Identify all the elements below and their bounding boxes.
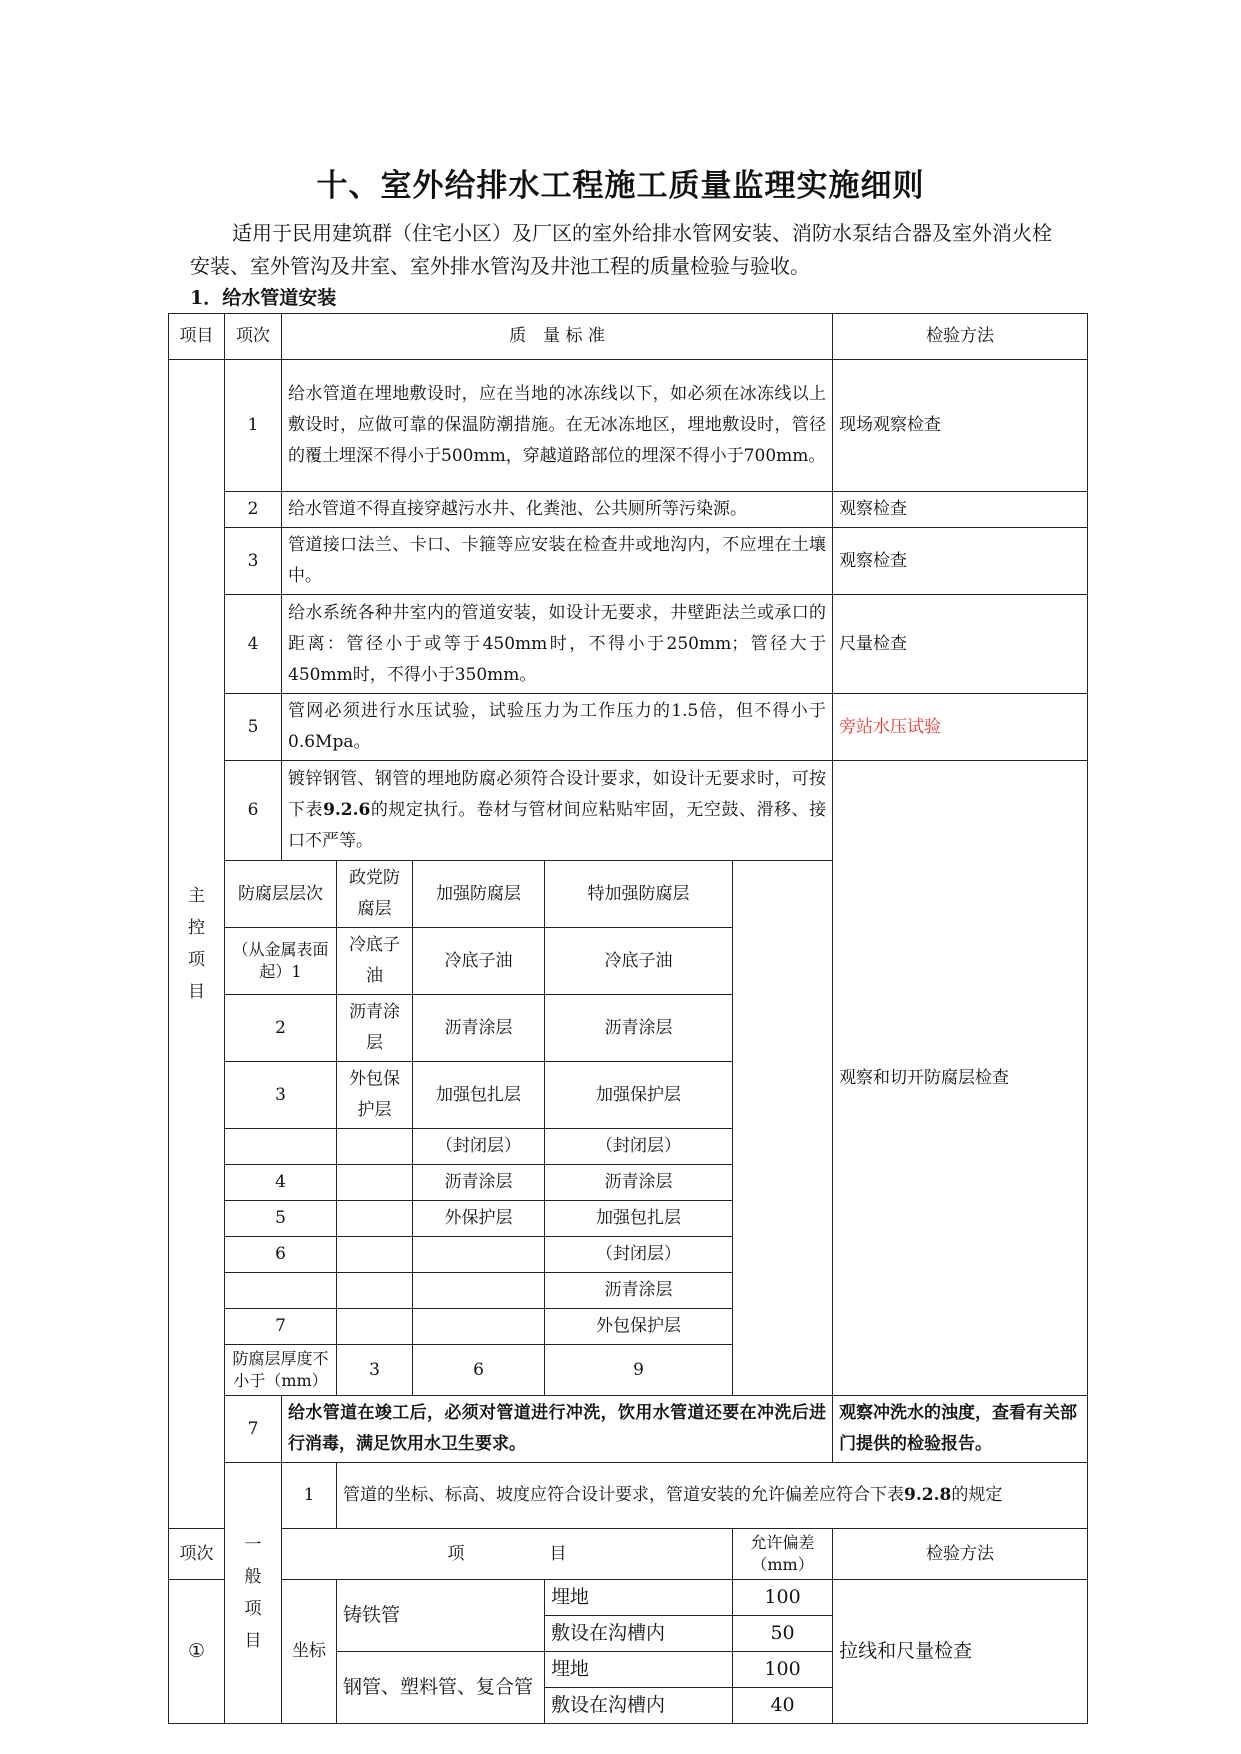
row-standard: 管道接口法兰、卡口、卡箍等应安装在检查井或地沟内，不应埋在土壤中。 xyxy=(282,528,833,595)
corrosion-cell: 7 xyxy=(225,1309,337,1345)
corrosion-cell: （封闭层） xyxy=(545,1129,733,1165)
row-no: 7 xyxy=(225,1396,282,1463)
section-heading: 1．给水管道安装 xyxy=(190,287,337,309)
corrosion-cell xyxy=(337,1129,413,1165)
thickness-value: 6 xyxy=(413,1345,545,1396)
row-method: 尺量检查 xyxy=(833,595,1088,694)
corrosion-cell: 外包保护层 xyxy=(545,1309,733,1345)
deviation-header-method: 检验方法 xyxy=(833,1529,1088,1580)
corrosion-cell: 沥青涂层 xyxy=(545,1165,733,1201)
row-method: 观察和切开防腐层检查 xyxy=(833,761,1088,1396)
deviation-header-item: 项 目 xyxy=(282,1529,733,1580)
tolerance-value: 100 xyxy=(733,1652,833,1688)
row-method: 旁站水压试验 xyxy=(833,694,1088,761)
laying-method: 敷设在沟槽内 xyxy=(545,1616,733,1652)
row-no: 1 xyxy=(225,360,282,492)
row-method: 观察检查 xyxy=(833,528,1088,595)
intro-text: 适用于民用建筑群（住宅小区）及厂区的室外给排水管网安装、消防水泵结合器及室外消火栓安装、室外管沟及井室、室外排水管沟及井池工程的质量检验与验收。 xyxy=(190,221,1052,278)
corrosion-cell xyxy=(337,1165,413,1201)
table-ref: 9.2.8 xyxy=(904,1485,952,1505)
corrosion-cell xyxy=(337,1309,413,1345)
table-row xyxy=(169,528,1088,595)
table-row xyxy=(169,595,1088,694)
row-no: 3 xyxy=(225,528,282,595)
corrosion-cell: 沥青涂层 xyxy=(337,995,413,1062)
corrosion-cell: 沥青涂层 xyxy=(413,1165,545,1201)
pipe-type: 铸铁管 xyxy=(337,1580,545,1652)
header-method: 检验方法 xyxy=(833,314,1088,360)
corrosion-cell xyxy=(337,1237,413,1273)
table-row xyxy=(169,761,1088,861)
table-row xyxy=(169,1463,1088,1529)
laying-method: 敷设在沟槽内 xyxy=(545,1688,733,1724)
row-no: 4 xyxy=(225,595,282,694)
header-item: 项目 xyxy=(169,314,225,360)
row-method: 现场观察检查 xyxy=(833,360,1088,492)
tolerance-value: 100 xyxy=(733,1580,833,1616)
laying-method: 埋地 xyxy=(545,1580,733,1616)
corrosion-cell: 3 xyxy=(225,1062,337,1129)
tolerance-value: 50 xyxy=(733,1616,833,1652)
table-row xyxy=(169,694,1088,761)
general-group-label: 一 般 项 目 xyxy=(225,1463,282,1724)
quality-table xyxy=(168,313,1088,1724)
main-group-label: 主 控 项 目 xyxy=(169,360,225,1529)
deviation-method: 拉线和尺量检查 xyxy=(833,1580,1088,1724)
corrosion-cell: （封闭层） xyxy=(413,1129,545,1165)
corrosion-cell xyxy=(225,1273,337,1309)
deviation-item-no: ① xyxy=(169,1580,225,1724)
tolerance-value: 40 xyxy=(733,1688,833,1724)
header-standard: 质 量 标 准 xyxy=(282,314,833,360)
table-header-row xyxy=(169,314,1088,360)
row-standard: 给水系统各种井室内的管道安装，如设计无要求，井壁距法兰或承口的距离：管径小于或等于450mm时，不得小于250mm；管径大于450mm时，不得小于350mm。 xyxy=(282,595,833,694)
table-row xyxy=(169,1396,1088,1463)
corrosion-cell xyxy=(413,1237,545,1273)
thickness-label: 防腐层厚度不小于（mm） xyxy=(225,1345,337,1396)
corrosion-cell xyxy=(337,1273,413,1309)
row-standard: 给水管道在竣工后，必须对管道进行冲洗，饮用水管道还要在冲洗后进行消毒，满足饮用水卫生要求。 xyxy=(282,1396,833,1463)
page-title: 十、室外给排水工程施工质量监理实施细则 xyxy=(316,168,925,204)
corrosion-cell: 5 xyxy=(225,1201,337,1237)
deviation-row xyxy=(169,1580,1088,1616)
table-row xyxy=(169,360,1088,492)
row-no: 6 xyxy=(225,761,282,861)
row-standard: 管道的坐标、标高、坡度应符合设计要求，管道安装的允许偏差应符合下表9.2.8的规定 xyxy=(337,1463,1088,1529)
row-standard: 给水管道不得直接穿越污水井、化粪池、公共厕所等污染源。 xyxy=(282,492,833,528)
corrosion-cell: （封闭层） xyxy=(545,1237,733,1273)
corrosion-cell: 加强保护层 xyxy=(545,1062,733,1129)
corrosion-cell xyxy=(413,1273,545,1309)
corrosion-cell: 4 xyxy=(225,1165,337,1201)
corrosion-header: 政党防腐层 xyxy=(337,861,413,928)
intro-paragraph xyxy=(190,217,1070,283)
corrosion-cell xyxy=(413,1309,545,1345)
corrosion-cell: （从金属表面起）1 xyxy=(225,928,337,995)
corrosion-cell: 加强包扎层 xyxy=(545,1201,733,1237)
corrosion-cell: 沥青涂层 xyxy=(413,995,545,1062)
row-method: 观察检查 xyxy=(833,492,1088,528)
corrosion-header: 加强防腐层 xyxy=(413,861,545,928)
row-standard: 镀锌钢管、钢管的埋地防腐必须符合设计要求，如设计无要求时，可按下表9.2.6的规定执行。卷材与管材间应粘贴牢固，无空鼓、滑移、接口不严等。 xyxy=(282,761,833,861)
table-ref: 9.2.6 xyxy=(323,800,371,820)
corrosion-cell: 冷底子油 xyxy=(413,928,545,995)
corrosion-cell: 6 xyxy=(225,1237,337,1273)
deviation-header-row xyxy=(169,1529,1088,1580)
row-method: 观察冲洗水的浊度，查看有关部门提供的检验报告。 xyxy=(833,1396,1088,1463)
header-no: 项次 xyxy=(225,314,282,360)
row-standard: 给水管道在埋地敷设时，应在当地的冰冻线以下，如必须在冰冻线以上敷设时，应做可靠的保温防潮措施。在无冰冻地区，埋地敷设时，管径的覆土埋深不得小于500mm，穿越道路部位的埋深不得小于700mm。 xyxy=(282,360,833,492)
corrosion-cell: 加强包扎层 xyxy=(413,1062,545,1129)
corrosion-header: 特加强防腐层 xyxy=(545,861,733,928)
corrosion-header: 防腐层层次 xyxy=(225,861,337,928)
row-no: 5 xyxy=(225,694,282,761)
pipe-type: 钢管、塑料管、复合管 xyxy=(337,1652,545,1724)
deviation-header-tolerance: 允许偏差（mm） xyxy=(733,1529,833,1580)
corrosion-cell: 冷底子油 xyxy=(337,928,413,995)
corrosion-cell: 外包保护层 xyxy=(337,1062,413,1129)
corrosion-cell xyxy=(225,1129,337,1165)
deviation-header-no: 项次 xyxy=(169,1529,225,1580)
corrosion-cell: 沥青涂层 xyxy=(545,1273,733,1309)
row-standard: 管网必须进行水压试验，试验压力为工作压力的1.5倍，但不得小于0.6Mpa。 xyxy=(282,694,833,761)
row-no: 2 xyxy=(225,492,282,528)
corrosion-cell: 2 xyxy=(225,995,337,1062)
deviation-item-name: 坐标 xyxy=(282,1580,337,1724)
corrosion-cell: 冷底子油 xyxy=(545,928,733,995)
corrosion-cell: 沥青涂层 xyxy=(545,995,733,1062)
corrosion-cell: 外保护层 xyxy=(413,1201,545,1237)
row-no: 1 xyxy=(282,1463,337,1529)
corrosion-cell xyxy=(337,1201,413,1237)
table-row xyxy=(169,492,1088,528)
thickness-value: 3 xyxy=(337,1345,413,1396)
thickness-value: 9 xyxy=(545,1345,733,1396)
laying-method: 埋地 xyxy=(545,1652,733,1688)
